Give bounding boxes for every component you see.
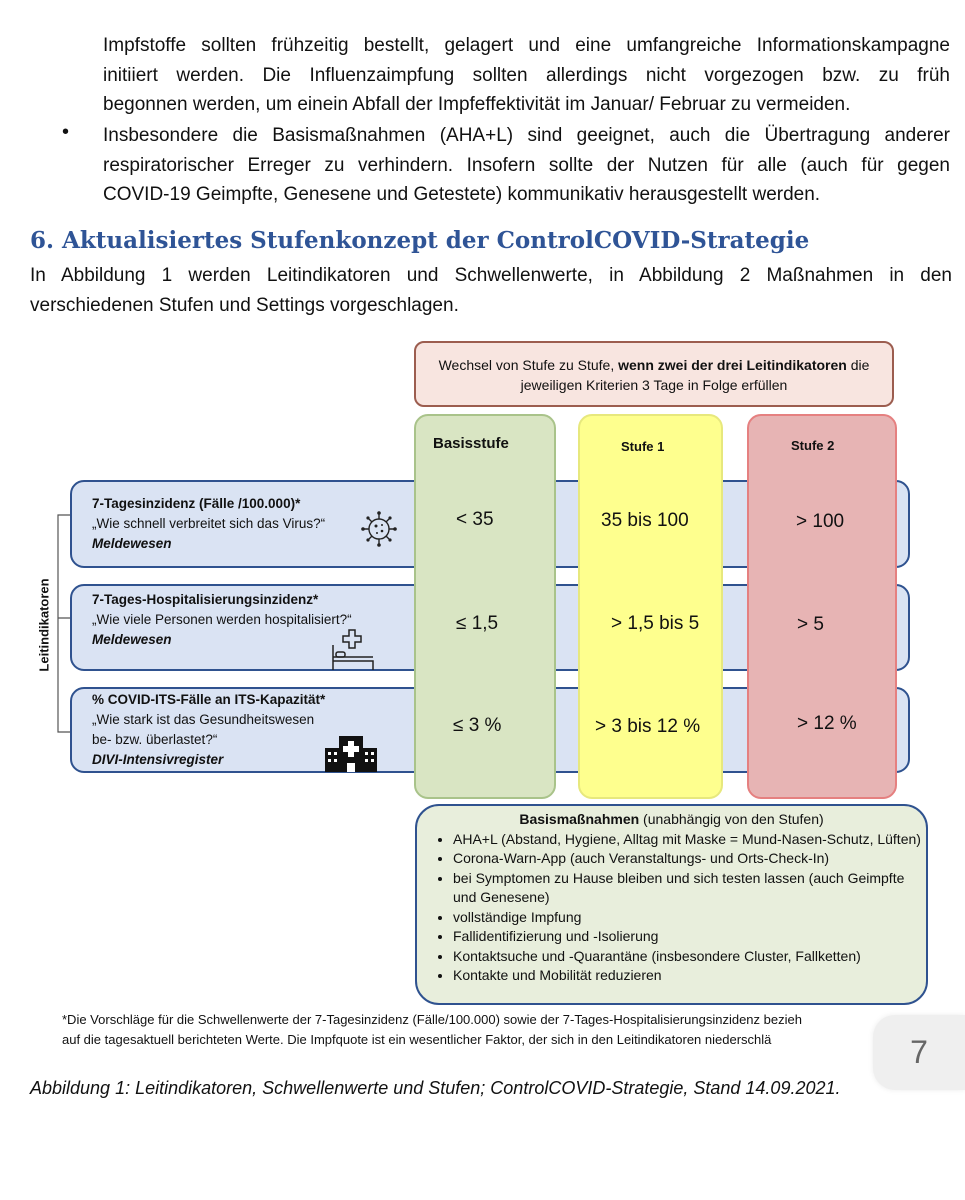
basis-measures-list: [417, 830, 926, 986]
footnote-line: auf die tagesaktuell berichteten Werte. Die Impfquote ist ein wesentlicher Faktor, der sich in den Leitindikatoren niederschlä: [62, 1032, 772, 1047]
indicator-title: 7-Tagesinzidenz (Fälle /100.000)*: [92, 496, 301, 511]
figure-caption: Abbildung 1: Leitindikatoren, Schwellenwerte und Stufen; ControlCOVID-Strategie, Stand 14.09.2021.: [30, 1078, 841, 1098]
column-stufe-2: [747, 414, 897, 799]
threshold-cell: 35 bis 100: [601, 510, 689, 531]
indicator-question: be- bzw. überlastet?“: [92, 732, 218, 747]
paragraph-line: begonnen werden, um einein Abfall der Impfeffektivität im Januar/ Februar zu vermeiden.: [103, 94, 851, 115]
indicator-source: Meldewesen: [92, 632, 172, 647]
paragraph-line: Insbesondere die Basismaßnahmen (AHA+L) sind geeignet, auch die Übertragung anderer: [103, 125, 950, 146]
column-header: Stufe 1: [621, 439, 665, 454]
paragraph-line: respiratorischer Erreger zu verhindern. Insofern sollte der Nutzen für alle (auch für gegen: [103, 154, 950, 176]
indicator-source: Meldewesen: [92, 536, 172, 551]
column-basisstufe: [414, 414, 556, 799]
indicator-question: „Wie viele Personen werden hospitalisiert?“: [92, 612, 352, 627]
note-text: Wechsel von Stufe zu Stufe,: [438, 357, 619, 373]
page-number-badge: 7: [873, 1015, 965, 1090]
indicator-source: DIVI-Intensivregister: [92, 752, 224, 767]
paragraph-line: verschiedenen Stufen und Settings vorgeschlagen.: [30, 294, 459, 316]
paragraph-line: In Abbildung 1 werden Leitindikatoren und Schwellenwerte, in Abbildung 2 Maßnahmen in den: [30, 265, 952, 286]
indicator-hospitalisation: [92, 590, 352, 650]
note-text: die: [846, 357, 870, 373]
threshold-cell: > 12 %: [797, 713, 857, 734]
hospital-building-icon: [323, 734, 379, 772]
threshold-cell: ≤ 3 %: [453, 715, 502, 736]
stage-switch-note: [414, 341, 894, 407]
column-header: Stufe 2: [791, 438, 835, 453]
threshold-cell: > 3 bis 12 %: [595, 716, 701, 737]
list-item: • Corona-Warn-App (auch Veranstaltungs- und Orts-Check-In): [453, 849, 926, 869]
axis-label: Leitindikatoren: [36, 578, 52, 672]
list-item: • Kontakte und Mobilität reduzieren: [453, 966, 926, 986]
column-header: Basisstufe: [433, 435, 509, 452]
list-item: • AHA+L (Abstand, Hygiene, Alltag mit Maske = Mund-Nasen-Schutz, Lüften): [453, 830, 926, 850]
basis-measures-heading: [417, 810, 926, 830]
threshold-cell: > 5: [797, 614, 824, 635]
paragraph-line: initiiert werden. Die Influenzaimpfung sollten allerdings nicht vorgezogen bzw. zu früh: [103, 64, 950, 86]
paragraph-line: Impfstoffe sollten frühzeitig bestellt, gelagert und eine umfangreiche Informationskampagne: [103, 35, 950, 56]
basis-title: Basismaßnahmen: [519, 811, 640, 827]
indicator-question: „Wie stark ist das Gesundheitswesen: [92, 712, 315, 727]
paragraph-line: COVID-19 Geimpfte, Genesene und Getestete) kommunikativ herausgestellt werden.: [103, 184, 821, 205]
indicator-question: „Wie schnell verbreitet sich das Virus?“: [92, 516, 326, 531]
indicator-incidence: [92, 494, 325, 554]
bullet-marker: •: [62, 121, 70, 143]
list-item: • bei Symptomen zu Hause bleiben und sich testen lassen (auch Geimpfte und Genesene): [453, 869, 926, 908]
indicator-title: % COVID-ITS-Fälle an ITS-Kapazität*: [92, 692, 326, 707]
section-heading: 6. Aktualisiertes Stufenkonzept der ControlCOVID-Strategie: [30, 227, 810, 254]
threshold-cell: > 1,5 bis 5: [611, 613, 700, 634]
threshold-cell: > 100: [796, 511, 845, 532]
basis-measures-box: [415, 804, 928, 1005]
list-item: • Kontaktsuche und -Quarantäne (insbesondere Cluster, Fallketten): [453, 947, 926, 967]
virus-icon: [359, 510, 399, 548]
threshold-cell: ≤ 1,5: [456, 613, 499, 634]
footnote-line: *Die Vorschläge für die Schwellenwerte der 7-Tagesinzidenz (Fälle/100.000) sowie der 7-Tages-Hospitalisierungsinzidenz bezieh: [62, 1012, 802, 1027]
indicator-title: 7-Tages-Hospitalisierungsinzidenz*: [92, 592, 319, 607]
column-stufe-1: [578, 414, 723, 799]
threshold-cell: < 35: [456, 509, 494, 530]
indicator-icu: [92, 690, 325, 770]
basis-subtitle: (unabhängig von den Stufen): [639, 811, 824, 827]
note-bold-text: wenn zwei der drei Leitindikatoren: [618, 357, 847, 373]
hospital-bed-icon: [330, 627, 376, 671]
list-item: • Fallidentifizierung und -Isolierung: [453, 927, 926, 947]
note-text: jeweiligen Kriterien 3 Tage in Folge erfüllen: [520, 377, 788, 393]
figure-footnote: [62, 1010, 942, 1050]
list-item: • vollständige Impfung: [453, 908, 926, 928]
